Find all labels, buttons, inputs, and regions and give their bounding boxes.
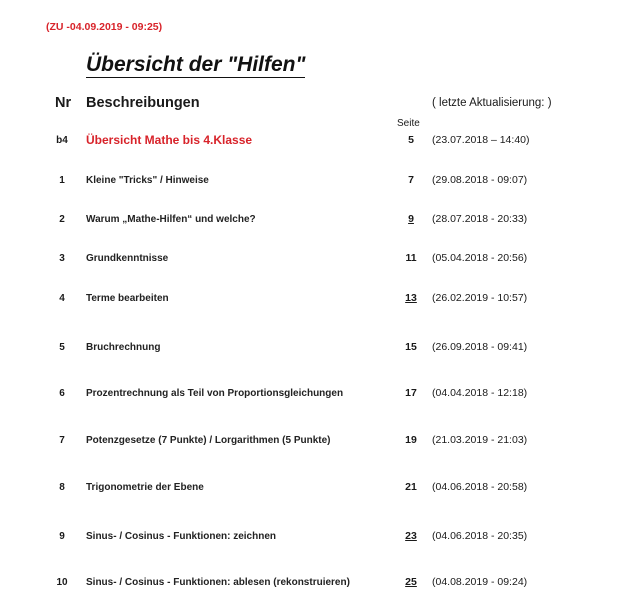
row-number: 10 <box>56 577 68 588</box>
row-updated-date: (23.07.2018 – 14:40) <box>432 134 530 146</box>
row-updated-date: (29.08.2018 - 09:07) <box>432 174 528 186</box>
row-number: 4 <box>59 293 65 304</box>
row-number: 2 <box>59 214 65 225</box>
row-updated-date: (04.04.2018 - 12:18) <box>432 387 528 399</box>
row-page-link[interactable]: 25 <box>405 576 417 588</box>
row-description[interactable]: Bruchrechnung <box>86 342 161 353</box>
row-updated-date: (04.06.2018 - 20:35) <box>432 530 528 542</box>
row-description[interactable]: Übersicht Mathe bis 4.Klasse <box>86 133 253 147</box>
column-header-page: Seite <box>397 118 420 129</box>
version-stamp: (ZU -04.09.2019 - 09:25) <box>46 21 163 33</box>
row-number: 5 <box>59 342 65 353</box>
row-description[interactable]: Terme bearbeiten <box>86 293 169 304</box>
row-page-link[interactable]: 11 <box>405 252 417 264</box>
row-updated-date: (05.04.2018 - 20:56) <box>432 252 528 264</box>
row-number: 7 <box>59 435 65 446</box>
row-page-link[interactable]: 21 <box>405 481 417 493</box>
row-page-link[interactable]: 9 <box>408 213 414 225</box>
row-description[interactable]: Sinus- / Cosinus - Funktionen: zeichnen <box>86 531 277 542</box>
page-title: Übersicht der "Hilfen" <box>86 53 306 76</box>
row-description[interactable]: Grundkenntnisse <box>86 253 169 264</box>
row-updated-date: (21.03.2019 - 21:03) <box>432 434 528 446</box>
column-header-nr: Nr <box>55 95 72 111</box>
row-number: 1 <box>59 175 65 186</box>
row-updated-date: (28.07.2018 - 20:33) <box>432 213 528 225</box>
row-description[interactable]: Potenzgesetze (7 Punkte) / Lorgarithmen (5 Punkte) <box>86 435 331 446</box>
row-description[interactable]: Kleine "Tricks" / Hinweise <box>86 175 209 186</box>
row-page-link[interactable]: 19 <box>405 434 417 446</box>
row-page-link[interactable]: 7 <box>408 174 414 186</box>
row-description[interactable]: Sinus- / Cosinus - Funktionen: ablesen (rekonstruieren) <box>86 577 350 588</box>
row-page-link[interactable]: 13 <box>405 292 417 304</box>
row-updated-date: (04.06.2018 - 20:58) <box>432 481 528 493</box>
row-number: 3 <box>59 253 65 264</box>
row-page-link[interactable]: 17 <box>405 387 417 399</box>
row-number: 6 <box>59 388 65 399</box>
row-page-link[interactable]: 15 <box>405 341 417 353</box>
row-number: b4 <box>56 135 68 146</box>
row-number: 8 <box>59 482 65 493</box>
row-page-link[interactable]: 5 <box>408 134 414 146</box>
row-description[interactable]: Prozentrechnung als Teil von Proportionsgleichungen <box>86 388 344 399</box>
row-page-link[interactable]: 23 <box>405 530 417 542</box>
row-number: 9 <box>59 531 65 542</box>
row-updated-date: (26.02.2019 - 10:57) <box>432 292 528 304</box>
row-updated-date: (26.09.2018 - 09:41) <box>432 341 528 353</box>
column-header-description: Beschreibungen <box>86 95 200 111</box>
row-updated-date: (04.08.2019 - 09:24) <box>432 576 528 588</box>
row-description[interactable]: Trigonometrie der Ebene <box>86 482 204 493</box>
row-description[interactable]: Warum „Mathe-Hilfen“ und welche? <box>86 214 256 225</box>
column-header-updated: ( letzte Aktualisierung: ) <box>432 97 552 109</box>
